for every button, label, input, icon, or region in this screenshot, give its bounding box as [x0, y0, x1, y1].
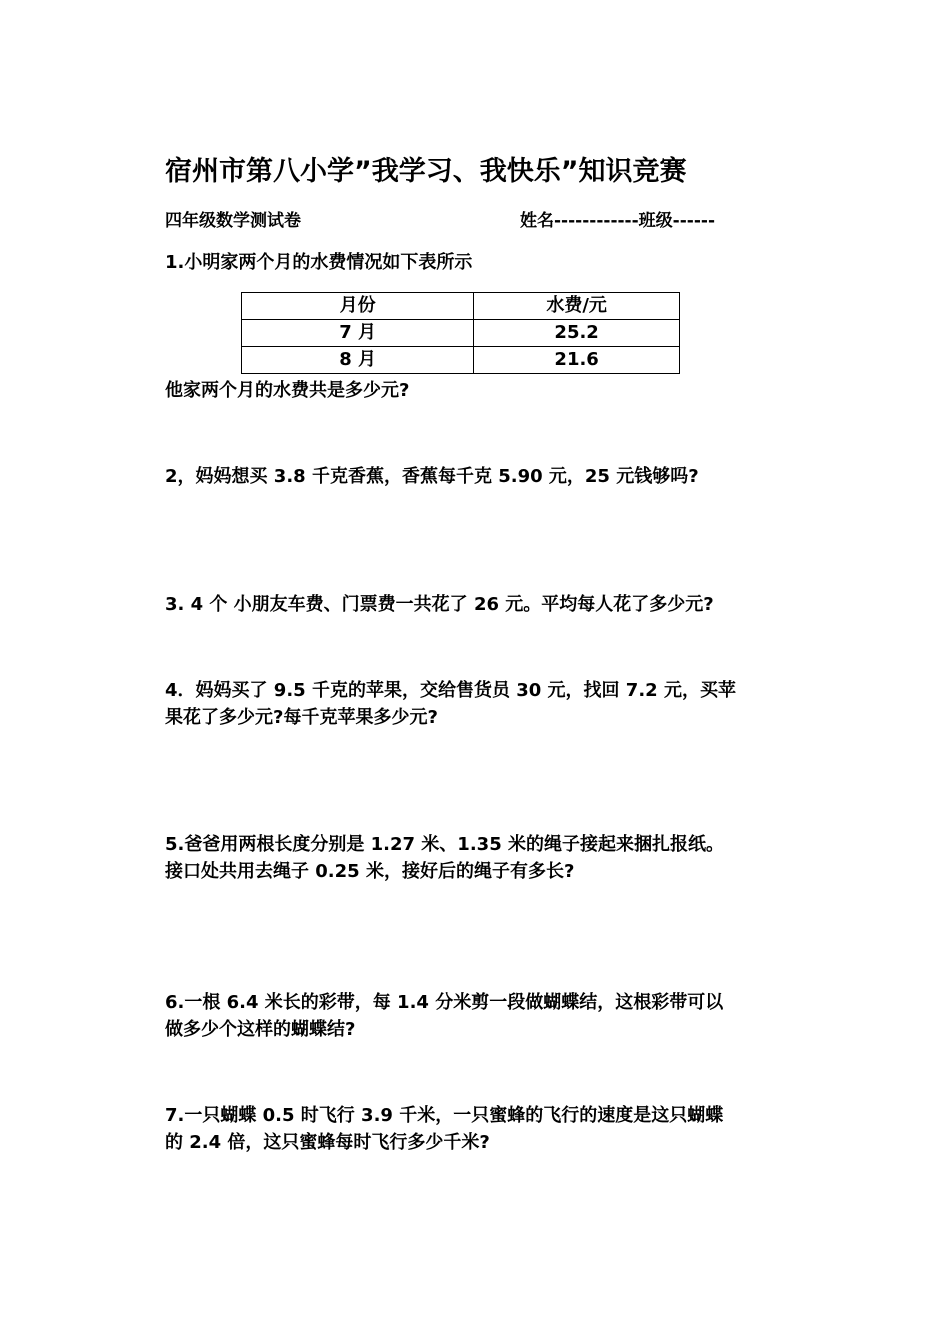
page-title: 宿州市第八小学”我学习、我快乐”知识竞赛 [165, 156, 687, 187]
question-1-text: 他家两个月的水费共是多少元? [165, 380, 410, 401]
table-cell-fee: 21.6 [474, 347, 680, 374]
question-6-line-1: 6.一根 6.4 米长的彩带，每 1.4 分米剪一段做蝴蝶结，这根彩带可以 [165, 992, 724, 1013]
table-cell-month: 7 月 [242, 320, 474, 347]
question-1-intro: 1.小明家两个月的水费情况如下表所示 [165, 252, 473, 273]
table-cell-fee: 25.2 [474, 320, 680, 347]
table-cell-month: 8 月 [242, 347, 474, 374]
question-7-line-2: 的 2.4 倍，这只蜜蜂每时飞行多少千米? [165, 1132, 490, 1153]
question-2-text: 2，妈妈想买 3.8 千克香蕉，香蕉每千克 5.90 元，25 元钱够吗? [165, 466, 699, 487]
question-6-line-2: 做多少个这样的蝴蝶结? [165, 1019, 356, 1040]
question-3-text: 3. 4 个 小朋友车费、门票费一共花了 26 元。平均每人花了多少元? [165, 594, 714, 615]
question-4-line-1: 4．妈妈买了 9.5 千克的苹果，交给售货员 30 元，找回 7.2 元，买苹 [165, 680, 736, 701]
column-header-fee: 水费/元 [474, 293, 680, 320]
question-5-line-1: 5.爸爸用两根长度分别是 1.27 米、1.35 米的绳子接起来捆扎报纸。 [165, 834, 724, 855]
question-7-line-1: 7.一只蝴蝶 0.5 时飞行 3.9 千米，一只蜜蜂的飞行的速度是这只蝴蝶 [165, 1105, 724, 1126]
column-header-month: 月份 [242, 293, 474, 320]
question-4-line-2: 果花了多少元?每千克苹果多少元? [165, 707, 438, 728]
table-row [242, 320, 680, 347]
table-header-row [242, 293, 680, 320]
paper-name: 四年级数学测试卷 [165, 211, 301, 231]
question-5-line-2: 接口处共用去绳子 0.25 米，接好后的绳子有多长? [165, 861, 575, 882]
name-class-line: 姓名------------班级------ [520, 211, 716, 231]
water-fee-table [241, 292, 680, 374]
table-row [242, 347, 680, 374]
